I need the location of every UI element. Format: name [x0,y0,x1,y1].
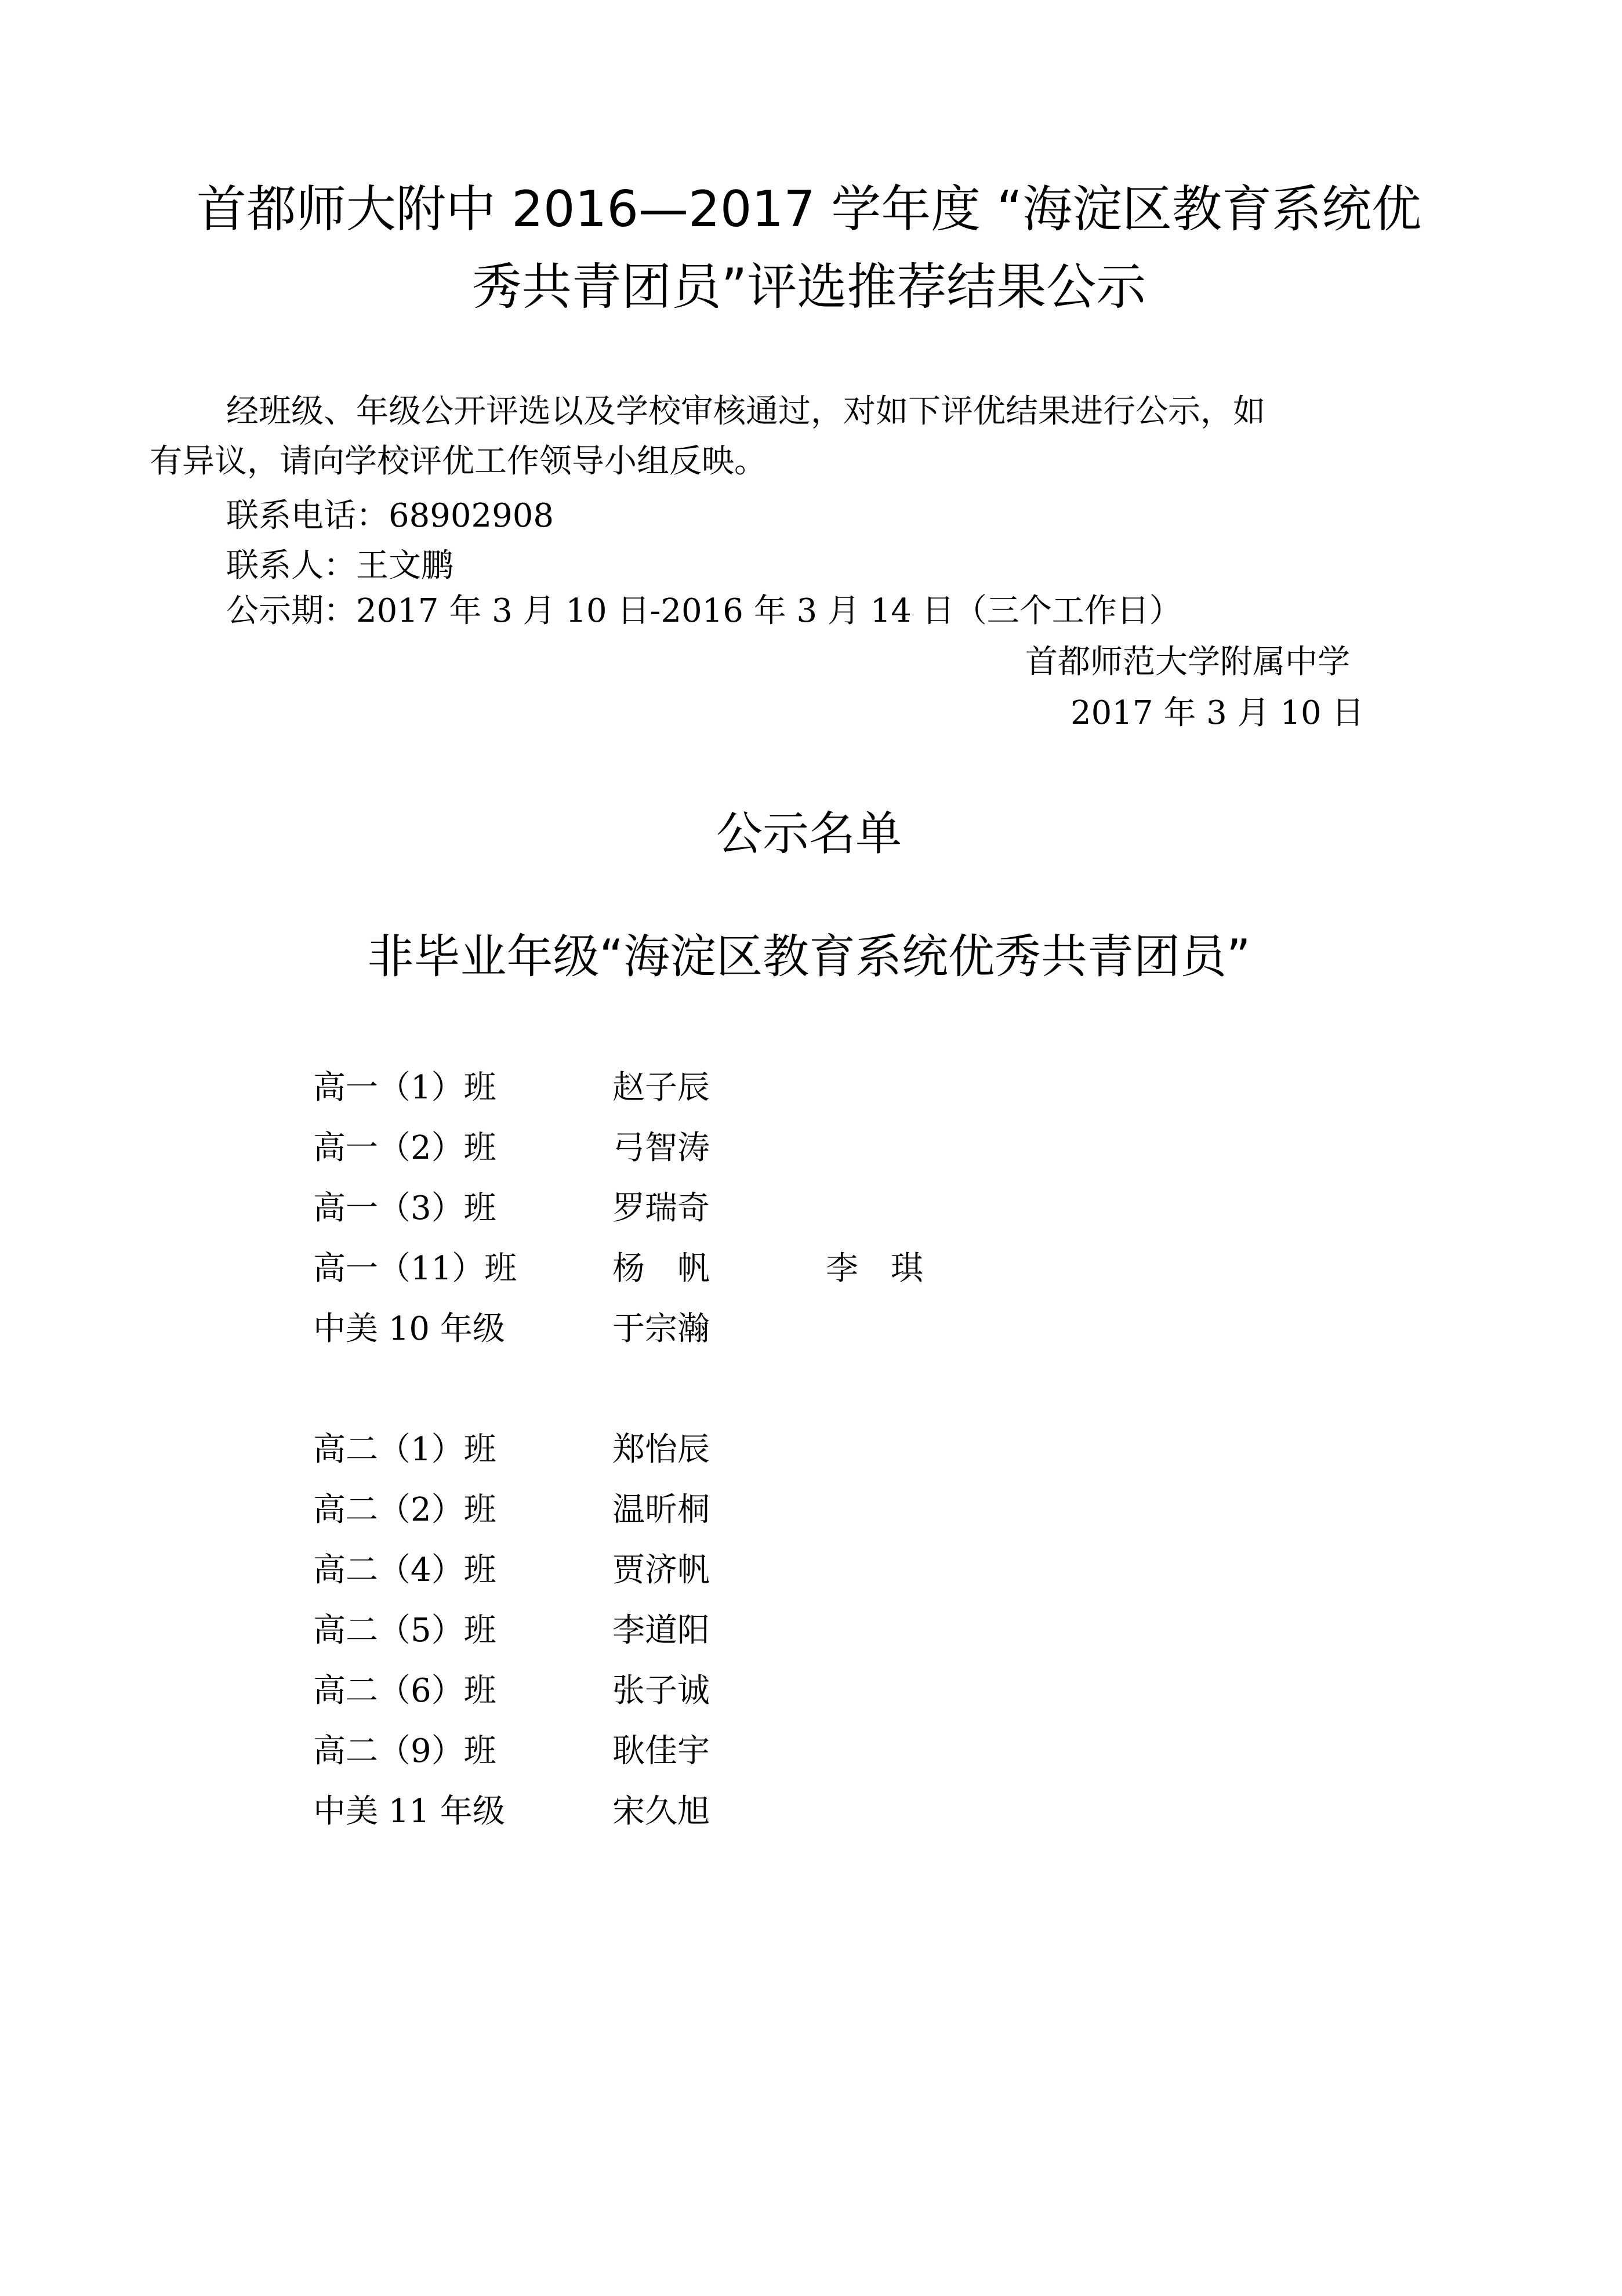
class-label: 中美 10 年级 [313,1310,505,1348]
class-label: 高一（2）班 [313,1129,496,1167]
student-name: 李道阳 [612,1612,710,1649]
class-label: 高二（5）班 [313,1612,496,1649]
student-name: 温昕桐 [612,1491,710,1529]
contact-person: 联系人：王文鹏 [226,547,453,585]
student-name: 杨 帆 [612,1250,710,1287]
class-label: 高一（11）班 [313,1250,517,1287]
student-name: 郑怡辰 [612,1431,710,1468]
intro-text-line1: 经班级、年级公开评选以及学校审核通过，对如下评优结果进行公示，如 [226,393,1265,430]
class-label: 高二（6）班 [313,1672,496,1710]
intro-text-line2: 有异议，请向学校评优工作领导小组反映。 [150,442,767,480]
class-label: 高二（1）班 [313,1431,496,1468]
student-name: 罗瑞奇 [612,1189,710,1227]
student-name: 赵子辰 [612,1069,710,1107]
issuing-organization: 首都师范大学附属中学 [1025,643,1350,681]
class-label: 中美 11 年级 [313,1793,505,1830]
document-title-line2: 秀共青团员”评选推荐结果公示 [471,258,1146,316]
issue-date: 2017 年 3 月 10 日 [1071,694,1365,732]
student-name: 贾济帆 [612,1551,710,1589]
list-heading: 公示名单 [716,807,902,861]
publicity-period: 公示期：2017 年 3 月 10 日-2016 年 3 月 14 日（三个工作日） [226,592,1182,630]
category-heading: 非毕业年级“海淀区教育系统优秀共青团员” [367,930,1251,984]
class-label: 高一（1）班 [313,1069,496,1107]
contact-phone: 联系电话：68902908 [226,497,554,535]
student-name: 宋久旭 [612,1793,710,1830]
document-title-line1: 首都师大附中 2016—2017 学年度 “海淀区教育系统优 [196,180,1422,238]
class-label: 高二（4）班 [313,1551,496,1589]
class-label: 高二（2）班 [313,1491,496,1529]
student-name-second: 李 琪 [826,1250,923,1287]
class-label: 高二（9）班 [313,1732,496,1770]
student-name: 弓智涛 [612,1129,710,1167]
student-name: 耿佳宇 [612,1732,710,1770]
class-label: 高一（3）班 [313,1189,496,1227]
student-name: 张子诚 [612,1672,710,1710]
student-name: 于宗瀚 [612,1310,710,1348]
